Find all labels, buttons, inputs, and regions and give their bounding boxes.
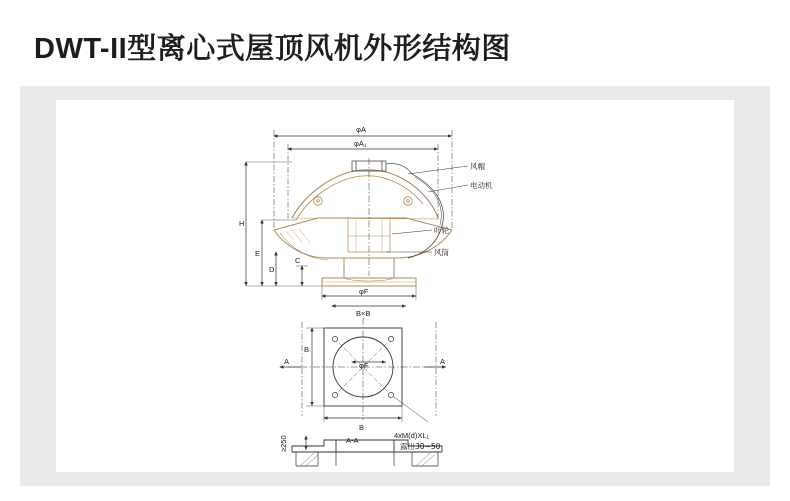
note-bolt: 4xM(d)XL₁ (394, 431, 430, 440)
section-arrow-label-left: A (284, 357, 290, 366)
dim-c: C (295, 256, 301, 265)
dim-d: D (269, 265, 275, 274)
page-title: DWT-II型离心式屋顶风机外形结构图 (34, 33, 511, 65)
dim-phi-f-top: φF (359, 287, 369, 296)
callout-wind-barrel: 风筒 (434, 248, 449, 257)
callout-rain-cap: 风帽 (470, 162, 485, 171)
dim-e: E (255, 249, 261, 258)
diagram-canvas (56, 100, 734, 472)
dim-bxb: B×B (356, 309, 371, 318)
view-caption-aa: A-A (346, 436, 359, 445)
dim-b-bottom: B (359, 423, 365, 432)
dim-b-section: B (304, 345, 310, 354)
callout-motor: 电动机 (470, 181, 493, 190)
note-base-height: ≥250 (279, 435, 288, 452)
dim-phi-a1: φA₁ (354, 139, 367, 148)
note-exposure: 露出30~50 (400, 442, 441, 451)
section-arrow-label-right: A (440, 357, 446, 366)
dim-phi-f-section: φF (359, 361, 369, 370)
diagram-frame (20, 86, 770, 486)
callout-impeller: 叶轮 (434, 226, 449, 235)
technical-drawing (56, 100, 734, 472)
dim-phi-a: φA (356, 125, 366, 134)
dim-h: H (239, 219, 245, 228)
